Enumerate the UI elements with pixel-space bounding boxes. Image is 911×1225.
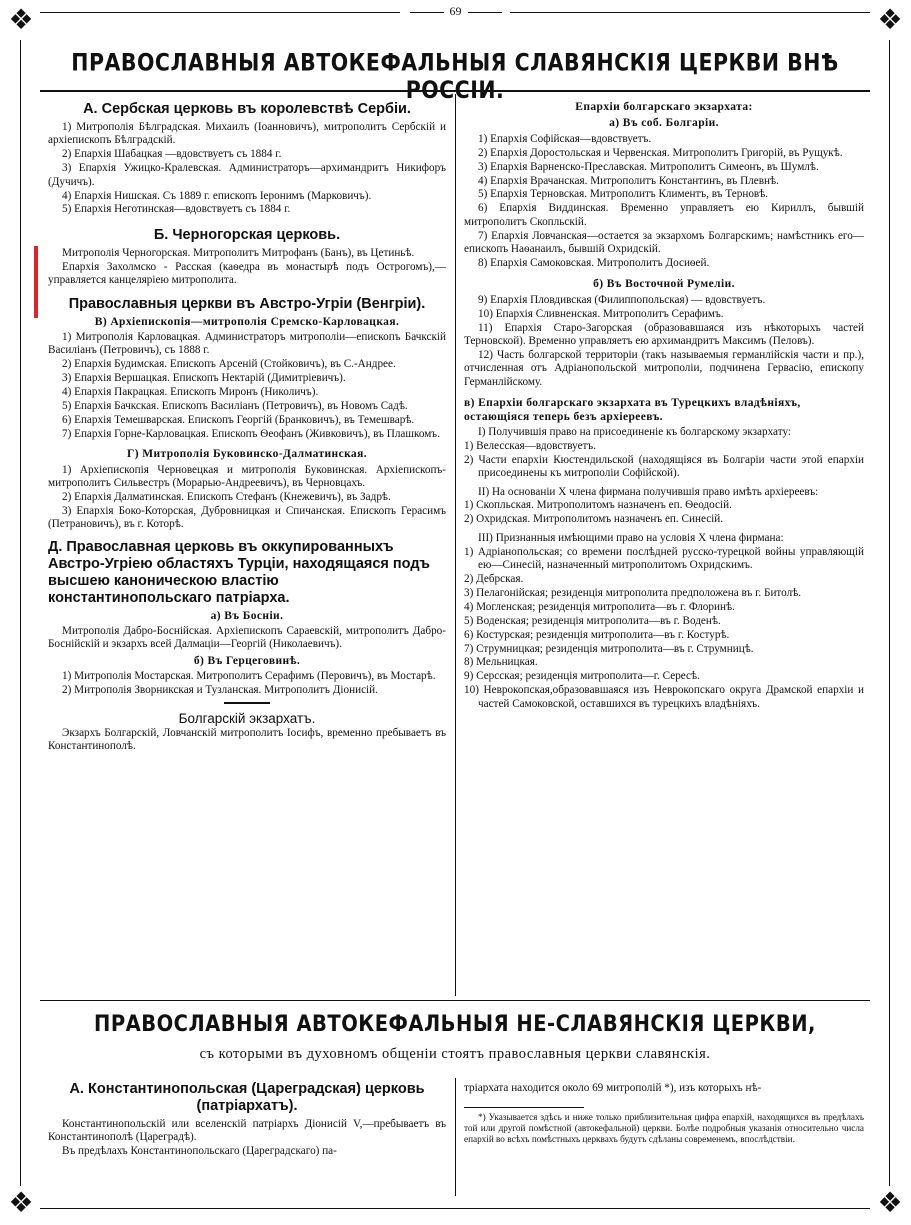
title-rule [40, 90, 870, 92]
footnote-rule [464, 1107, 584, 1108]
list-item: 8) Мельницкая. [464, 656, 538, 669]
bottom-right-column [464, 1082, 864, 1146]
list-item: 7) Епархія Горне-Карловацкая. Епископъ Ѳеофанъ (Живковичъ), въ Плашкомъ. [62, 427, 440, 440]
list-item: 10) Неврокопская,образовавшаяся изъ Неврокопскаго округа Драмской епархіи и частей Самоковской, оставшихся въ турецкихъ владѣніяхъ. [464, 684, 864, 710]
paragraph: Экзархъ Болгарскій, Ловчанскій митрополитъ Іосифъ, временно пребываетъ въ Константинополѣ. [48, 727, 446, 753]
list-item: 1) Адріанопольская; со времени послѣдней русско-турецкой войны управляющій ею—Синесій, назначенный митрополитомъ Охридскимъ. [464, 545, 864, 572]
list-item: 8) Епархія Самоковская. Митрополитъ Досиѳей. [478, 256, 710, 269]
corner-ornament-icon: ❖ [8, 5, 34, 36]
right-column [464, 98, 864, 712]
section-rule [224, 702, 270, 704]
column-divider [455, 94, 456, 996]
corner-ornament-icon: ❖ [8, 1188, 34, 1219]
list-item: 2) Епархія Доростольская и Червенская. Митрополитъ Григорій, въ Рущукѣ. [478, 146, 843, 159]
list-item: 7) Епархія Ловчанская—остается за экзархомъ Болгарскимъ; намѣстникъ его—епископъ Наѳанаилъ, бывшій Охридскій. [464, 229, 864, 256]
list-item: 3) Епархія Варненско-Преславская. Митрополитъ Симеонъ, въ Шумлѣ. [478, 160, 819, 173]
list-item: 5) Епархія Неготинская—вдовствуетъ съ 1884 г. [62, 203, 291, 216]
bottom-left-column [48, 1078, 446, 1159]
footnote: *) Указывается здѣсь и ниже только приблизительная цифра епархій, находящихся въ предѣлахъ той или другой помѣстной (автокефальной) церкви. Болѣе подробныя указанія относительно числа епархій во всѣхъ помѣстныхъ церквахъ будутъ сдѣланы современемъ, впослѣдствіи. [464, 1112, 864, 1145]
subsection-heading: В) Архіепископія—митрополія Сремско-Карловацкая. [94, 315, 400, 328]
section-heading: Православныя церкви въ Австро-Угріи (Венгріи). [68, 295, 426, 312]
list-item: 4) Могленская; резиденція митрополита—въ г. Флоринѣ. [464, 600, 735, 613]
subsection-heading: в) Епархіи болгарскаго экзархата въ Турецкихъ владѣніяхъ, остающіяся теперь безъ архіереевъ. [464, 397, 801, 423]
paragraph: Митрополія Дабро-Боснійская. Архіепископъ Сараевскій, митрополитъ Дабро-Боснійскій и экзархъ всей Далмаціи—Георгій (Николаевичъ). [48, 625, 446, 651]
list-item: 1) Митрополія Бѣлградская. Михаилъ (Іоанновичъ), митрополитъ Сербскій и архіепископъ Бѣлградскій. [48, 121, 446, 147]
left-column [48, 98, 446, 754]
list-item: 2) Части епархіи Кюстендильской (находящіяся въ Болгаріи части этой епархіи присоединены къ митрополіи Софійской). [464, 453, 864, 480]
paragraph: Епархія Захолмско - Расская (каѳедра въ монастырѣ подъ Острогомъ),—управляется канцеляріею митрополита. [48, 260, 446, 287]
list-item: 4) Епархія Пакрацкая. Епископъ Миронъ (Николичъ). [62, 386, 319, 399]
paragraph: Митрополія Черногорская. Митрополитъ Митрофанъ (Банъ), въ Цетиньѣ. [62, 246, 415, 259]
subsection-heading: а) Въ соб. Болгаріи. [609, 117, 719, 130]
list-item: 1) Митрополія Карловацкая. Администраторъ митрополіи—епископъ Бачкскій Василіанъ (Петровичъ), съ 1888 г. [48, 330, 446, 357]
section-heading: Б. Черногорская церковь. [153, 226, 341, 243]
list-item: 1) Скопльская. Митрополитомъ назначенъ еп. Ѳеодосій. [464, 499, 732, 512]
list-item: 6) Епархія Виддинская. Временно управляетъ ею Кириллъ, бывшій митрополитъ Скопльскій. [464, 202, 864, 228]
list-item: 4) Епархія Нишская. Съ 1889 г. епископъ Іеронимъ (Марковичъ). [62, 189, 372, 202]
list-item: 3) Епархія Ужицко-Кралевская. Администраторъ—архимандритъ Никифоръ (Дучичъ). [48, 162, 446, 188]
list-item: 9) Епархія Пловдивская (Филиппопольская) — вдовствуетъ. [478, 293, 766, 306]
list-item: 3) Пелагонійская; резиденція митрополита предположена въ г. Битолѣ. [464, 586, 802, 599]
border-rule [20, 40, 21, 1186]
list-item: 2) Митрополія Зворникская и Тузланская. Митрополитъ Діонисій. [62, 684, 378, 697]
border-rule [889, 40, 890, 1186]
border-rule [40, 1208, 870, 1209]
list-item: 2) Дебрская. [464, 573, 524, 585]
list-item: 3) Епархія Боко-Которская, Дубровницкая и Спичанская. Епископъ Герасимъ (Петрановичъ), въ г. Которѣ. [48, 504, 446, 531]
list-item: 1) Велесская—вдовствуетъ. [464, 439, 597, 452]
paragraph: тріархата находится около 69 митрополій *), изъ которыхъ нѣ- [464, 1082, 762, 1094]
list-item: 2) Охридская. Митрополитомъ назначенъ еп. Синесій. [464, 513, 724, 526]
list-item: 5) Воденская; резиденція митрополита—въ г. Воденѣ. [464, 614, 721, 627]
list-item: 9) Серсская; резиденція митрополита—г. Сересѣ. [464, 670, 700, 683]
subsection-heading: а) Въ Босніи. [210, 609, 284, 622]
list-item: 4) Епархія Врачанская. Митрополитъ Константинъ, въ Плевнѣ. [478, 174, 779, 187]
list-item: 2) Епархія Далматинская. Епископъ Стефанъ (Кнежевичъ), въ Задрѣ. [62, 490, 391, 503]
list-item: 6) Епархія Темешварская. Епископъ Георгій (Бранковичъ), въ Темешварѣ. [62, 413, 415, 426]
subsection-heading: б) Въ Герцеговинѣ. [193, 654, 301, 667]
list-item: 7) Струмницкая; резиденція митрополита—въ г. Струмницѣ. [464, 642, 754, 655]
list-item: 5) Епархія Бачкская. Епископъ Василіанъ (Петровичъ), въ Новомъ Садѣ. [62, 400, 408, 412]
section-heading: Д. Православная церковь въ оккупированныхъ Австро-Угріею областяхъ Турціи, находящаяся подъ высшею каноническою властію константинопольскаго патріарха. [48, 538, 430, 606]
list-item: 2) Епархія Будимская. Епископъ Арсеній (Стойковичъ), въ С.-Андрее. [62, 358, 396, 371]
subsection-heading: б) Въ Восточной Румеліи. [593, 278, 735, 291]
section-heading: А. Сербская церковь въ королевствѣ Сербіи. [83, 101, 411, 117]
section-rule [40, 1000, 870, 1001]
list-item: 12) Часть болгарской территоріи (такъ называемыя германлійскія части и пр.), отчисленная отъ Адріанопольской митрополіи, подчинена Гервасію, епископу Германлійскому. [464, 348, 864, 388]
red-margin-marker [34, 246, 38, 318]
list-item: 1) Митрополія Мостарская. Митрополитъ Серафимъ (Перовичъ), въ Мостарѣ. [62, 670, 436, 683]
list-item: 10) Епархія Сливненская. Митрополитъ Серафимъ. [478, 307, 724, 320]
column-divider [455, 1078, 456, 1196]
corner-ornament-icon: ❖ [877, 1188, 903, 1219]
section-heading: Болгарскій экзархатъ. [178, 710, 316, 726]
corner-ornament-icon: ❖ [877, 5, 903, 36]
paragraph: I) Получившія право на присоединеніе къ болгарскому экзархату: [478, 425, 792, 438]
list-item: 2) Епархія Шабацкая —вдовствуетъ съ 1884 г. [62, 148, 282, 161]
paragraph: Въ предѣлахъ Константинопольскаго (Цареградскаго) па- [62, 1145, 337, 1158]
list-item: 1) Епархія Софійская—вдовствуетъ. [478, 132, 652, 145]
section-subtitle: съ которыми въ духовномъ общеніи стоятъ православныя церкви славянскія. [199, 1046, 711, 1062]
paragraph: III) Признанныя имѣющими право на условія X члена фирмана: [478, 531, 784, 544]
subsection-heading: Г) Митрополія Буковинско-Далматинская. [127, 448, 367, 461]
paragraph: II) На основаніи X члена фирмана получившія право имѣть архіереевъ: [478, 485, 819, 498]
list-item: 1) Архіепископія Черновецкая и митрополія Буковинская. Архіепископъ-митрополитъ Сильвестръ (Морарью-Андреевичъ), въ Черновцахъ. [48, 463, 446, 490]
section-heading: Епархіи болгарскаго экзархата: [575, 101, 753, 113]
list-item: 6) Костурская; резиденція митрополита—въ г. Костурѣ. [464, 628, 730, 641]
list-item: 11) Епархія Старо-Загорская (образовавшаяся изъ нѣкоторыхъ частей Терновской). Временно управляетъ ею архимандритъ Максимъ (Пеловъ). [464, 321, 864, 347]
page-number: 69 [0, 4, 911, 19]
section-heading: А. Константинопольская (Цареградская) церковь (патріархатъ). [69, 1081, 425, 1114]
paragraph: Константинопольскій или вселенскій патріархъ Діонисій V,—пребываетъ въ Константинополѣ (Цареградѣ). [48, 1118, 446, 1144]
page-title: ПРАВОСЛАВНЫЯ АВТОКЕФАЛЬНЫЯ СЛАВЯНСКІЯ ЦЕРКВИ ВНѢ РОССІИ. [71, 48, 839, 104]
list-item: 3) Епархія Вершацкая. Епископъ Нектарій (Димитріевичъ). [62, 372, 346, 385]
list-item: 5) Епархія Терновская. Митрополитъ Климентъ, въ Терновѣ. [478, 188, 769, 201]
section-title: ПРАВОСЛАВНЫЯ АВТОКЕФАЛЬНЫЯ НЕ-СЛАВЯНСКІЯ ЦЕРКВИ, [94, 1010, 816, 1037]
